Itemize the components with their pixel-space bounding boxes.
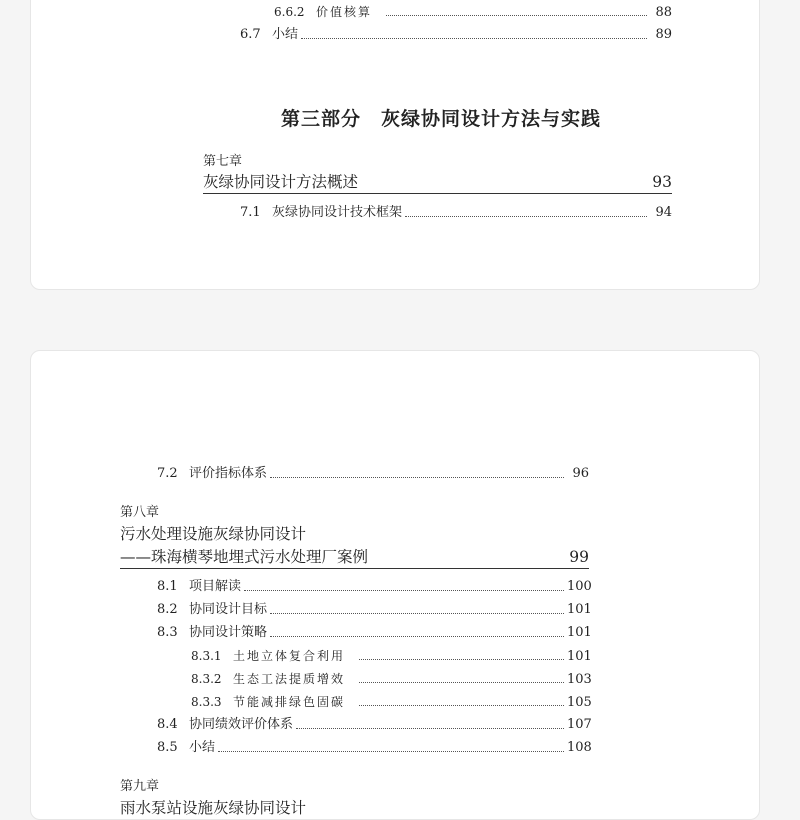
entry-page: 100 xyxy=(567,579,592,594)
entry-page: 101 xyxy=(567,602,592,617)
entry-title: 土地立体复合利用 xyxy=(233,649,346,663)
entry-page: 89 xyxy=(655,27,672,42)
toc-entry-8-2[interactable] xyxy=(157,601,592,619)
toc-entry-8-5[interactable] xyxy=(157,739,592,757)
entry-page: 88 xyxy=(655,5,672,20)
entry-title: 协同设计策略 xyxy=(189,625,268,640)
leader-dots xyxy=(270,636,564,637)
chapter-label: 第七章 xyxy=(203,154,243,169)
entry-title: 协同绩效评价体系 xyxy=(189,717,294,732)
toc-entry-8-3[interactable] xyxy=(157,624,592,642)
entry-number: 8.1 xyxy=(157,579,178,594)
leader-dots xyxy=(359,705,564,706)
entry-title: 价值核算 xyxy=(316,5,373,19)
toc-entry-8-4[interactable] xyxy=(157,716,592,734)
leader-dots xyxy=(296,728,564,729)
entry-number: 8.3.2 xyxy=(191,672,222,686)
part-title: 第三部分 灰绿协同设计方法与实践 xyxy=(281,108,602,130)
entry-page: 103 xyxy=(567,672,592,687)
chapter-heading-8[interactable] xyxy=(120,545,589,569)
leader-dots xyxy=(301,38,647,39)
entry-number: 7.2 xyxy=(157,466,178,481)
leader-dots xyxy=(244,590,564,591)
toc-entry-8-3-3[interactable] xyxy=(191,693,592,712)
entry-title: 评价指标体系 xyxy=(189,466,268,481)
entry-number: 8.5 xyxy=(157,740,178,755)
chapter-title-partial: 雨水泵站设施灰绿协同设计 xyxy=(120,799,307,817)
entry-number: 8.3 xyxy=(157,625,178,640)
toc-entry-8-1[interactable] xyxy=(157,578,592,596)
leader-dots xyxy=(386,15,647,16)
chapter-page: 93 xyxy=(652,173,672,191)
chapter-label: 第八章 xyxy=(120,505,160,520)
toc-entry-8-3-2[interactable] xyxy=(191,670,592,689)
entry-title: 项目解读 xyxy=(189,579,242,594)
leader-dots xyxy=(405,216,647,217)
toc-page-1 xyxy=(30,0,760,290)
entry-page: 107 xyxy=(567,717,592,732)
entry-page: 108 xyxy=(567,740,592,755)
entry-title: 生态工法提质增效 xyxy=(233,672,346,686)
entry-number: 8.3.1 xyxy=(191,649,222,663)
leader-dots xyxy=(218,751,564,752)
leader-dots xyxy=(359,659,564,660)
entry-number: 6.7 xyxy=(240,27,261,42)
entry-title: 灰绿协同设计技术框架 xyxy=(272,205,403,220)
leader-dots xyxy=(270,477,564,478)
chapter-heading-7[interactable] xyxy=(203,170,672,194)
entry-page: 96 xyxy=(572,466,589,481)
entry-number: 8.3.3 xyxy=(191,695,222,709)
chapter-title-line-2: ——珠海横琴地埋式污水处理厂案例 xyxy=(120,548,369,566)
entry-title: 小结 xyxy=(272,27,299,42)
toc-entry-6-6-2[interactable] xyxy=(274,3,672,22)
toc-entry-6-7[interactable] xyxy=(240,26,672,44)
entry-page: 94 xyxy=(655,205,672,220)
entry-number: 6.6.2 xyxy=(274,5,305,19)
chapter-title: 灰绿协同设计方法概述 xyxy=(203,173,359,191)
chapter-title-line-1: 污水处理设施灰绿协同设计 xyxy=(120,525,307,543)
entry-number: 8.4 xyxy=(157,717,178,732)
toc-entry-7-1[interactable] xyxy=(240,204,672,222)
chapter-label: 第九章 xyxy=(120,779,160,794)
entry-page: 105 xyxy=(567,695,592,710)
entry-number: 7.1 xyxy=(240,205,261,220)
leader-dots xyxy=(359,682,564,683)
entry-page: 101 xyxy=(567,625,592,640)
toc-entry-8-3-1[interactable] xyxy=(191,647,592,666)
entry-title: 小结 xyxy=(189,740,216,755)
entry-page: 101 xyxy=(567,649,592,664)
entry-number: 8.2 xyxy=(157,602,178,617)
chapter-page: 99 xyxy=(569,548,589,566)
leader-dots xyxy=(270,613,564,614)
toc-entry-7-2[interactable] xyxy=(157,465,589,483)
entry-title: 节能减排绿色固碳 xyxy=(233,695,346,709)
entry-title: 协同设计目标 xyxy=(189,602,268,617)
toc-page-2 xyxy=(30,350,760,820)
